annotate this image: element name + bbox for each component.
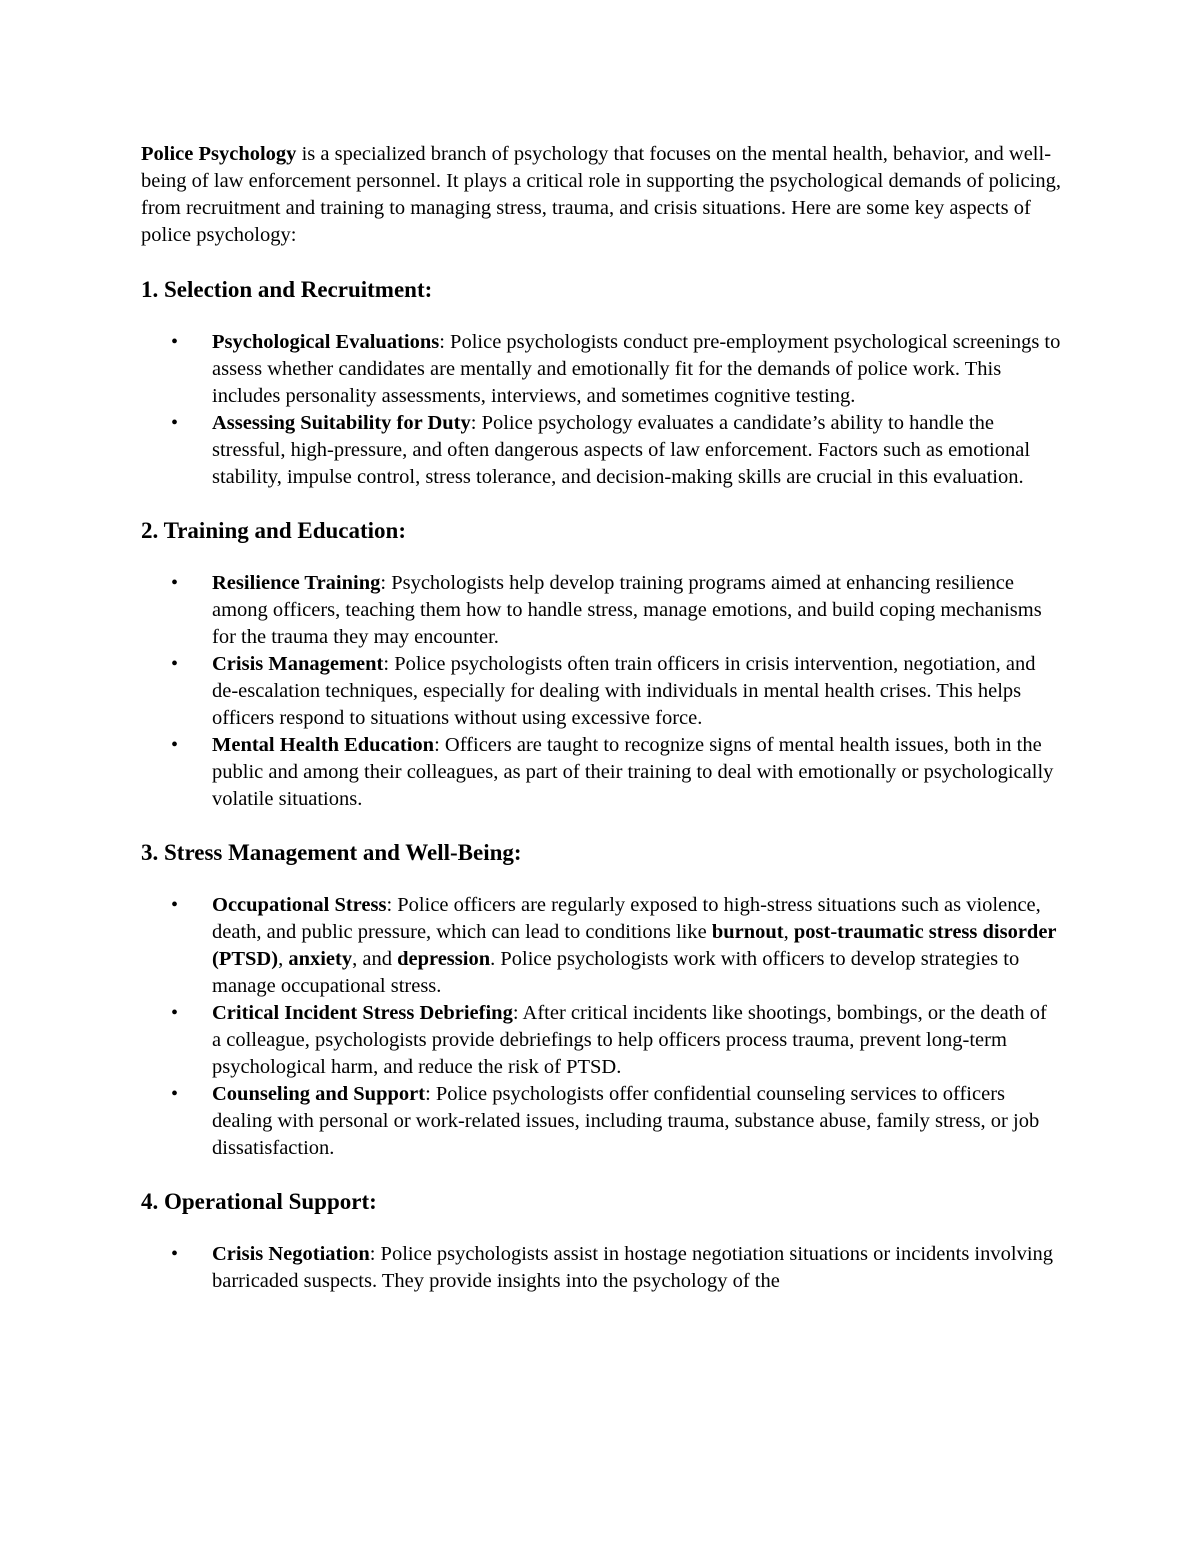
item-term: Mental Health Education bbox=[212, 734, 435, 756]
item-text: . Police psychologists work with officers to develop strategies to manage occupational stress. bbox=[212, 948, 1020, 997]
list-item bbox=[141, 410, 1061, 491]
item-term: Resilience Training bbox=[212, 572, 381, 594]
emphasis-ptsd: post-traumatic stress disorder (PTSD) bbox=[212, 921, 1057, 970]
item-text: : Police psychologists offer confidential counseling services to officers dealing with personal or work-related issues, including trauma, substance abuse, family stress, or job dissatisfaction. bbox=[212, 1083, 1040, 1159]
emphasis-depression: depression bbox=[397, 948, 491, 970]
list-item bbox=[141, 732, 1061, 813]
section-list-training bbox=[141, 570, 1061, 813]
item-term: Critical Incident Stress Debriefing bbox=[212, 1002, 513, 1024]
item-text: : Psychologists help develop training programs aimed at enhancing resilience among officers, teaching them how to handle stress, manage emotions, and build coping mechanisms for the trauma they may encounter. bbox=[212, 572, 1042, 648]
list-item bbox=[141, 570, 1061, 651]
item-text: : Police psychologists conduct pre-employment psychological screenings to assess whether candidates are mentally and emotionally fit for the demands of police work. This includes personality assessments, interviews, and sometimes cognitive testing. bbox=[212, 331, 1061, 407]
item-text: : Police psychology evaluates a candidate’s ability to handle the stressful, high-pressure, and often dangerous aspects of law enforcement. Factors such as emotional stability, impulse control, stress tolerance, and decision-making skills are crucial in this evaluation. bbox=[212, 412, 1031, 488]
item-text: , and bbox=[352, 948, 398, 970]
section-list-selection bbox=[141, 329, 1061, 491]
bullet-icon: • bbox=[171, 572, 179, 594]
intro-paragraph bbox=[141, 141, 1061, 249]
bullet-icon: • bbox=[171, 1002, 179, 1024]
item-text: : Police psychologists often train officers in crisis intervention, negotiation, and de-escalation techniques, especially for dealing with individuals in mental health crises. This helps officers respond to situations without using excessive force. bbox=[212, 653, 1036, 729]
item-text: : Police psychologists assist in hostage negotiation situations or incidents involving barricaded suspects. They provide insights into the psychology of the bbox=[212, 1243, 1054, 1292]
section-list-operational bbox=[141, 1241, 1061, 1295]
item-text: : Officers are taught to recognize signs of mental health issues, both in the public and among their colleagues, as part of their training to deal with emotionally or psychologically volatile situations. bbox=[212, 734, 1054, 810]
item-text: : After critical incidents like shootings, bombings, or the death of a colleague, psychologists provide debriefings to help officers process trauma, prevent long-term psychological harm, and reduce the risk of PTSD. bbox=[212, 1002, 1047, 1078]
section-heading-training: 2. Training and Education: bbox=[141, 518, 407, 543]
item-term: Counseling and Support bbox=[212, 1083, 426, 1105]
section-heading-selection: 1. Selection and Recruitment: bbox=[141, 277, 433, 302]
section-heading-stress: 3. Stress Management and Well-Being: bbox=[141, 840, 522, 865]
section-list-stress bbox=[141, 892, 1061, 1162]
bullet-icon: • bbox=[171, 331, 179, 353]
intro-text: is a specialized branch of psychology that focuses on the mental health, behavior, and well-being of law enforcement personnel. It plays a critical role in supporting the psychological demands of policing, from recruitment and training to managing stress, trauma, and crisis situations. Here are some key aspects of police psychology: bbox=[141, 143, 1061, 246]
item-term: Psychological Evaluations bbox=[212, 331, 440, 353]
emphasis-anxiety: anxiety bbox=[288, 948, 353, 970]
list-item bbox=[141, 1081, 1061, 1162]
emphasis-burnout: burnout bbox=[711, 921, 784, 943]
bullet-icon: • bbox=[171, 1083, 179, 1105]
item-term: Crisis Management bbox=[212, 653, 384, 675]
bullet-icon: • bbox=[171, 653, 179, 675]
list-item bbox=[141, 1241, 1061, 1295]
list-item bbox=[141, 892, 1061, 1000]
section-heading-operational: 4. Operational Support: bbox=[141, 1189, 377, 1214]
item-text: , bbox=[783, 921, 794, 943]
item-term: Assessing Suitability for Duty bbox=[212, 412, 471, 434]
bullet-icon: • bbox=[171, 1243, 179, 1265]
bullet-icon: • bbox=[171, 412, 179, 434]
list-item bbox=[141, 651, 1061, 732]
bullet-icon: • bbox=[171, 734, 179, 756]
item-term: Occupational Stress bbox=[212, 894, 387, 916]
bullet-icon: • bbox=[171, 894, 179, 916]
document-page bbox=[141, 141, 1061, 1320]
list-item bbox=[141, 329, 1061, 410]
item-text: : Police officers are regularly exposed to high-stress situations such as violence, death, and public pressure, which can lead to conditions like bbox=[212, 894, 1041, 943]
intro-term: Police Psychology bbox=[141, 143, 297, 165]
item-term: Crisis Negotiation bbox=[212, 1243, 370, 1265]
list-item bbox=[141, 1000, 1061, 1081]
item-text: , bbox=[278, 948, 289, 970]
